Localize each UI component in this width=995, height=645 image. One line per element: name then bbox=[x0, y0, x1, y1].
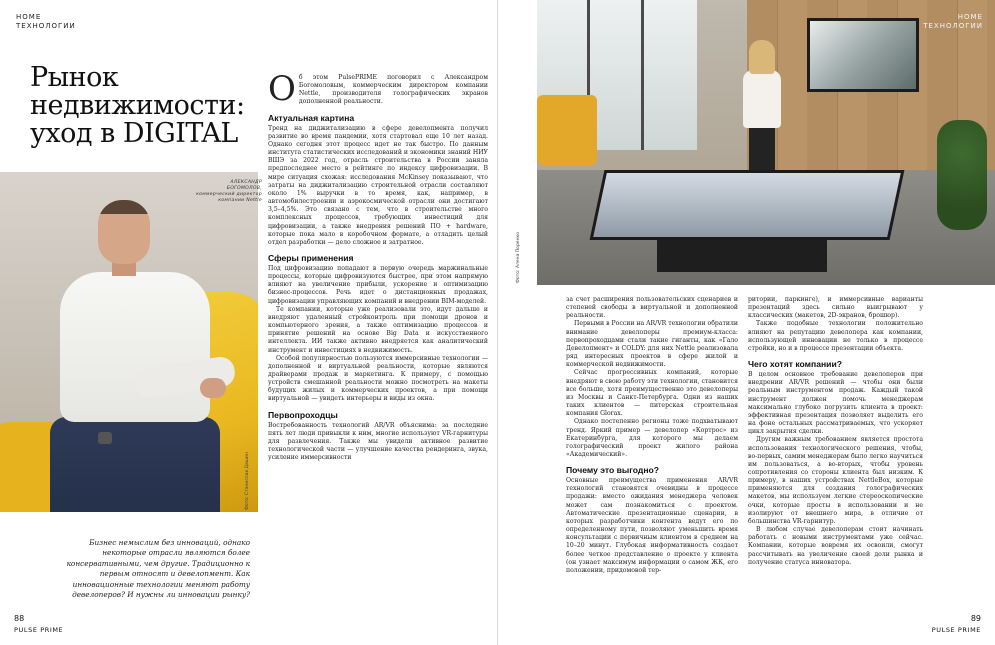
pull-quote: Бизнес немыслим без инноваций, однако некоторые отрасли являются более консервативными, чем другие. Традиционно к первым относят и девелопмент. Как инновационные технологии меняют работу девелоперов? И нужны ли инновации рынку? bbox=[66, 538, 250, 600]
table-base bbox=[657, 238, 827, 272]
caption-line: коммерческий директор bbox=[196, 192, 262, 197]
section-heading: Сферы применения bbox=[268, 252, 354, 263]
section-heading: Почему это выгодно? bbox=[566, 465, 660, 476]
showroom-photo bbox=[537, 0, 995, 285]
figure-legs bbox=[50, 417, 220, 512]
holographic-table bbox=[590, 170, 905, 240]
page-gutter bbox=[497, 0, 498, 645]
page-number-right: 89 bbox=[970, 614, 981, 623]
running-head-left bbox=[16, 13, 76, 31]
body-paragraph: Под цифровизацию попадают в первую очередь маржинальные процессы, которые цифровизуются быстрее, при этом напрямую влияют на увеличение прибыли, ускорение и оптимизацию бизнес-процессов. Речь идет о дистанционных продажах, цифровизации управляющих компаний и внедрении BIM-моделей. bbox=[268, 264, 488, 305]
photo-caption bbox=[170, 180, 262, 204]
lead-text: б этом PulsePRIME поговорил с Александром Богомоловым, коммерческим директором компании Nettle, производителя голографических экранов дополненной реальности. bbox=[298, 74, 488, 106]
body-paragraph: Тренд на диджитализацию в сфере девелопмента получил развитие во время пандемии, хотя стартовал еще 10 лет назад. Однако сегодня этот процесс идет не так быстро. По данным института статистических исследований и экономики знаний НИУ ВШЭ за 2022 год, отрасль строительства в России заняла предпоследнее место в рейтинге по индексу цифровизации. В мире ситуация схожая: исследования McKinsey показывают, что затраты на диджитализацию строительной отрасли составляют около 1% выручки в то время, как, например, в автомобилестроении и аэрокосмической отрасли они достигают 3,5–4,5%. Это связано с тем, что в строительстве много комплексных процессов, требующих инвестиций для цифровизации, а также внедрения решений ПО + hardware, которые пока мало в коробочном формате, а отладить целый отдел разработки — дело сложное и затратное. bbox=[268, 124, 488, 246]
article-column-1 bbox=[268, 69, 488, 462]
body-paragraph: Первыми в России на AR/VR технологии обратили внимание девелоперы премиум-класса: первопроходцами стали такие гиганты, как «Гало Девелопмент» и COLDY: для них Nettle реализовала ряд интересных проектов в сфере жилой и коммерческой недвижимости. bbox=[566, 320, 738, 369]
body-paragraph: Также подобные технологии положительно влияют на репутацию девелопера как компании, использующей инновации не только в процессе стройки, но и в процессе презентации объекта. bbox=[748, 320, 923, 352]
title-line: Рынок bbox=[30, 62, 119, 93]
yellow-sofa bbox=[537, 95, 597, 165]
page-number-left: 88 bbox=[14, 614, 25, 623]
body-paragraph: Те компании, которые уже реализовали это, идут дальше и внедряют удаленный стройконтроль при помощи дронов и компьютерного зрения, а также оптимизацию процессов и принятие решений на основе Big Data и искусственного интеллекта. ИИ также активно внедряется как аналитический инструмент и инвестициях в недвижимость. bbox=[268, 305, 488, 354]
photo-credit-right: Фото: Алена Поренко bbox=[516, 232, 521, 283]
magazine-brand-left: PULSE PRIME bbox=[14, 626, 64, 634]
caption-line: АЛЕКСАНДР bbox=[230, 180, 262, 185]
body-paragraph: Однако постепенно регионы тоже подхватывают тренд. Яркий пример — девелопер «Кортрос» из Екатеринбурга, для которого мы делаем голографический проект жилого района «Академический». bbox=[566, 418, 738, 458]
body-paragraph: Другим важным требованием является простота использования технологического решения, чтобы, во-первых, самим менеджерам было легко научиться им пользоваться, а во-вторых, чтобы уровень сопротивления со стороны клиента был низким. К примеру, в наших устройствах NettleBox, которые применяются для создания голографических макетов, мы используем легкие стереоскопические очки, которые просты в использовании и не изолируют от внешнего мира, в отличие от большинства VR-гарнитур. bbox=[748, 436, 923, 525]
figure-hair bbox=[749, 40, 775, 74]
caption-line: компании Nettle bbox=[218, 198, 262, 203]
woman-with-ar-glasses bbox=[739, 40, 785, 190]
photo-credit-left: Фото: Станислав Дашин bbox=[245, 452, 250, 510]
article-column-2 bbox=[566, 296, 738, 575]
figure-watch bbox=[98, 432, 112, 444]
title-line: недвижимости: bbox=[30, 90, 245, 121]
body-paragraph: В любом случае девелоперам стоит начинать работать с новыми инструментами уже сейчас. Компании, которые вовремя их освоили, смогут рассчитывать на увеличение своей доли рынка и получение статуса инноватора. bbox=[748, 526, 923, 566]
title-line: уход в DIGITAL bbox=[30, 118, 238, 149]
subsection-label: ТЕХНОЛОГИИ bbox=[923, 22, 983, 30]
person-figure bbox=[40, 192, 230, 512]
wall-screen bbox=[807, 18, 919, 92]
section-label: HOME bbox=[16, 13, 42, 21]
section-heading: Актуальная картина bbox=[268, 112, 355, 123]
body-paragraph: ритории, паркинге), и иммерсивные варианты презентаций здесь сильно выигрывают у классических (макетов, 2D-экранов, брошюр). bbox=[748, 296, 923, 320]
section-heading: Первопроходцы bbox=[268, 409, 338, 420]
figure-head bbox=[98, 200, 150, 264]
section-label: HOME bbox=[957, 13, 983, 21]
magazine-brand-right: PULSE PRIME bbox=[931, 626, 981, 634]
body-paragraph: Особой популярностью пользуются иммерсивные технологии — дополненной и виртуальной реальности, которые являются драйверами продаж и маркетинга. К примеру, с помощью устройств смешанной реальности можно посмотреть на макеты будущих жилых и коммерческих проектов, а при помощи виртуальной — увидеть интерьеры и виды из окна. bbox=[268, 354, 488, 403]
body-paragraph: В целом основное требование девелоперов при внедрении AR/VR решений — чтобы они были реальным инструментом продаж. Каждый такой инструмент должен помочь менеджерам максимально глубоко погрузить клиента в проект: эффективная презентация позволяет выделить его на фоне остальных рассматриваемых, что ускоряет цикл закрытия сделки. bbox=[748, 371, 923, 436]
article-title bbox=[30, 64, 270, 148]
portrait-photo bbox=[0, 172, 258, 512]
drop-cap: О bbox=[268, 69, 296, 109]
body-paragraph: Основные преимущества применения AR/VR технологий становятся очевидны в процессе продажи: вместо ожидания менеджера человек может сам познакомиться с проектом. Автоматические презентационные сценарии, в которых разработчики контента ведут его по определенному пути, позволяют уменьшить время консультации с первичным клиентом в среднем на 10–20 минут. Глубокая информативность создает более четкое представление о проекте у клиента (он узнает максимум информации о самом ЖК, его положении, придомовой тер- bbox=[566, 477, 738, 574]
figure-body bbox=[743, 70, 781, 128]
body-paragraph: Сейчас прогрессивных компаний, которые внедряют в свою работу эти технологии, становится все больше, хотя преимущественно это девелоперы из Москвы и Санкт-Петербурга. Одни из наших таких клиентов — питерская строительная компания Glorax. bbox=[566, 369, 738, 418]
article-column-3 bbox=[748, 296, 923, 567]
potted-plant bbox=[937, 120, 987, 230]
section-heading: Чего хотят компании? bbox=[748, 359, 842, 370]
window-frame bbox=[641, 0, 644, 150]
body-paragraph: Востребованность технологий AR/VR объяснима: за последние пять лет люди привыкли к ним, многие используют VR-гарнитуры для развлечения. Также мы увидели активное развитие технологической части — улучшение качества рендеринга, звука, усиление иммерсивности bbox=[268, 421, 488, 462]
subsection-label: ТЕХНОЛОГИИ bbox=[16, 22, 76, 30]
lead-paragraph bbox=[268, 69, 488, 109]
body-paragraph: за счет расширения пользовательских сценариев и степеней свободы в виртуальной и дополненной реальности. bbox=[566, 296, 738, 320]
figure-hand bbox=[200, 378, 226, 398]
figure-shirt bbox=[60, 272, 210, 422]
caption-line: БОГОМОЛОВ, bbox=[226, 186, 262, 191]
running-head-right bbox=[923, 13, 983, 31]
